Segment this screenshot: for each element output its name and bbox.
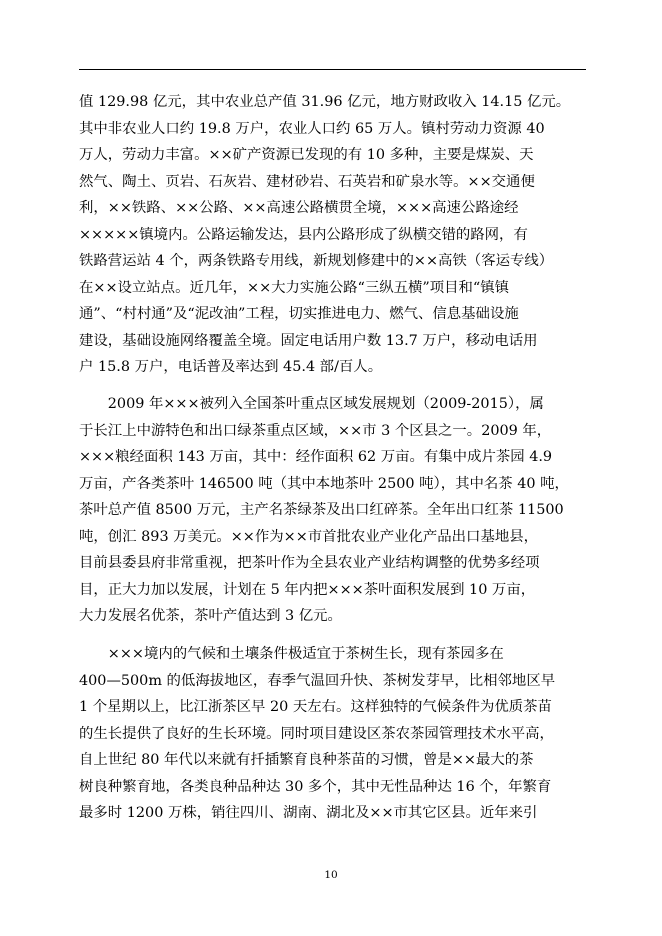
text-line: 1 个星期以上，比江浙茶区早 20 天左右。这样独特的气候条件为优质茶苗 xyxy=(79,699,552,715)
header-rule xyxy=(79,69,586,70)
text-line: 2009 年×××被列入全国茶叶重点区域发展规划（2009-2015），属 xyxy=(79,396,544,412)
text-line: 万亩，产各类茶叶 146500 吨（其中本地茶叶 2500 吨），其中名茶 40 吨， xyxy=(79,475,569,492)
text-line: 其中非农业人口约 19.8 万户，农业人口约 65 万人。镇村劳动力资源 40 xyxy=(79,120,545,137)
text-line: 的生长提供了良好的生长环境。同时项目建设区茶农茶园管理技术水平高， xyxy=(79,725,554,742)
text-line: 然气、陶土、页岩、石灰岩、建材砂岩、石英岩和矿泉水等。××交通便 xyxy=(79,173,535,190)
text-line: 树良种繁育地，各类良种品种达 30 多个，其中无性品种达 16 个，年繁育 xyxy=(79,778,552,795)
text-line: ×××××镇境内。公路运输发达，县内公路形成了纵横交错的路网，有 xyxy=(79,226,528,243)
text-line: 值 129.98 亿元，其中农业总产值 31.96 亿元，地方财政收入 14.15 亿元。 xyxy=(79,94,571,110)
text-line: 最多时 1200 万株，销往四川、湖南、湖北及××市其它区县。近年来引 xyxy=(79,805,538,821)
text-line: 目前县委县府非常重视，把茶叶作为全县农业产业结构调整的优势多经项 xyxy=(79,555,540,571)
text-line: 建设，基础设施网络覆盖全境。固定电话用户数 13.7 万户，移动电话用 xyxy=(79,332,538,349)
text-line: 万人，劳动力丰富。××矿产资源已发现的有 10 多种，主要是煤炭、天 xyxy=(79,147,534,163)
text-line: ×××境内的气候和土壤条件极适宜于茶树生长，现有茶园多在 xyxy=(79,646,504,662)
page-number: 10 xyxy=(324,869,338,881)
text-line: 利，××铁路、××公路、××高速公路横贯全境，×××高速公路途经 xyxy=(79,200,519,216)
text-line: 400—500m 的低海拔地区，春季气温回升快、茶树发芽早，比相邻地区早 xyxy=(79,672,556,689)
text-line: 通”、“村村通”及“泥改油”工程，切实推进电力、燃气、信息基础设施 xyxy=(79,306,519,322)
text-line: 自上世纪 80 年代以来就有扦插繁育良种茶苗的习惯，曾是××最大的茶 xyxy=(79,752,534,768)
text-line: ×××粮经面积 143 万亩，其中：经作面积 62 万亩。有集中成片茶园 4.9 xyxy=(79,449,553,465)
paragraph-tea-planning xyxy=(79,391,589,630)
text-line: 大力发展名优茶，茶叶产值达到 3 亿元。 xyxy=(79,608,342,624)
text-line: 目，正大力加以发展，计划在 5 年内把×××茶叶面积发展到 10 万亩， xyxy=(79,581,536,598)
text-line: 于长江上中游特色和出口绿茶重点区域，××市 3 个区县之一。2009 年， xyxy=(79,422,552,439)
text-line: 茶叶总产值 8500 万元，主产名茶绿茶及出口红碎茶。全年出口红茶 11500 xyxy=(79,502,564,518)
text-line: 铁路营运站 4 个，两条铁路专用线，新规划修建中的××高铁（客运专线） xyxy=(79,253,554,269)
text-line: 在××设立站点。近几年，××大力实施公路“三纵五横”项目和“镇镇 xyxy=(79,279,510,296)
text-line: 吨，创汇 893 万美元。××作为××市首批农业产业化产品出口基地县， xyxy=(79,528,539,545)
paragraph-economy-transport xyxy=(79,89,589,381)
paragraph-climate-seedlings xyxy=(79,641,589,827)
text-line: 户 15.8 万户，电话普及率达到 45.4 部/百人。 xyxy=(79,359,383,375)
